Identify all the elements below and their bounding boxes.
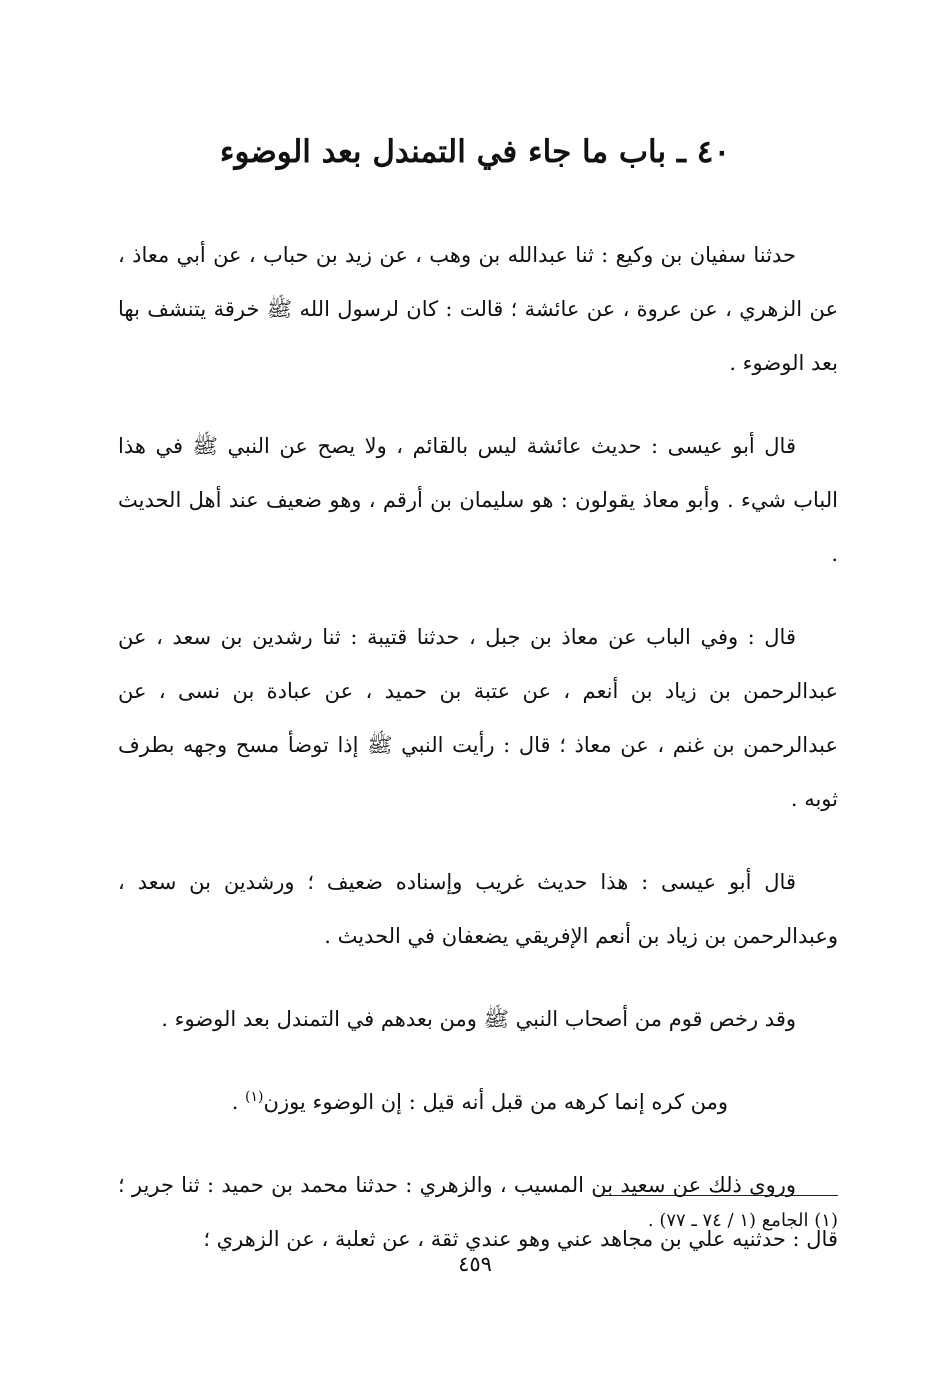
footnote: (١) الجامع (١ / ٧٤ ـ ٧٧) . (647, 1210, 838, 1231)
paragraph-permission: وقد رخص قوم من أصحاب النبي ﷺ ومن بعدهم في التمندل بعد الوضوء . (161, 1007, 796, 1031)
chapter-title: ٤٠ ـ باب ما جاء في التمندل بعد الوضوء (219, 134, 731, 170)
paragraph-commentary-1: قال أبو عيسى : حديث عائشة ليس بالقائم ، ولا يصح عن النبي ﷺ في هذا الباب شيء . وأبو معاذ يقولون : هو سليمان بن أرقم ، وهو ضعيف عند أهل الحديث . (118, 434, 838, 566)
paragraph-narration: وروى ذلك عن سعيد بن المسيب ، والزهري : حدثنا محمد بن حميد : ثنا جرير ؛ قال : حدثنيه علي بن مجاهد عني وهو عندي ثقة ، عن ثعلبة ، عن الزهري ؛ (118, 1173, 838, 1251)
paragraph-commentary-2: قال أبو عيسى : هذا حديث غريب وإسناده ضعيف ؛ ورشدين بن سعد ، وعبدالرحمن بن زياد بن أنعم الإفريقي يضعفان في الحديث . (118, 870, 838, 948)
paragraph-footnoted-text: ومن كره إنما كرهه من قبل أنه قيل : إن الوضوء يوزن (263, 1090, 728, 1114)
footnote-divider (598, 1195, 838, 1196)
paragraph-footnoted (118, 1075, 838, 1129)
paragraph-hadith: حدثنا سفيان بن وكيع : ثنا عبدالله بن وهب ، عن زيد بن حباب ، عن أبي معاذ ، عن الزهري ، عن عروة ، عن عائشة ؛ قالت : كان لرسول الله ﷺ خرقة يتنشف بها بعد الوضوء . (118, 243, 838, 375)
page-number: ٤٥٩ (458, 1252, 492, 1276)
main-text (118, 228, 838, 1295)
footnote-reference[interactable]: (١) (245, 1089, 264, 1105)
paragraph-chain: قال : وفي الباب عن معاذ بن جبل ، حدثنا قتيبة : ثنا رشدين بن سعد ، عن عبدالرحمن بن زياد بن أنعم ، عن عتبة بن حميد ، عن عبادة بن نسى ، عن عبدالرحمن بن غنم ، عن معاذ ؛ قال : رأيت النبي ﷺ إذا توضأ مسح وجهه بطرف ثوبه . (118, 625, 838, 811)
paragraph-footnoted-end: . (231, 1090, 246, 1114)
